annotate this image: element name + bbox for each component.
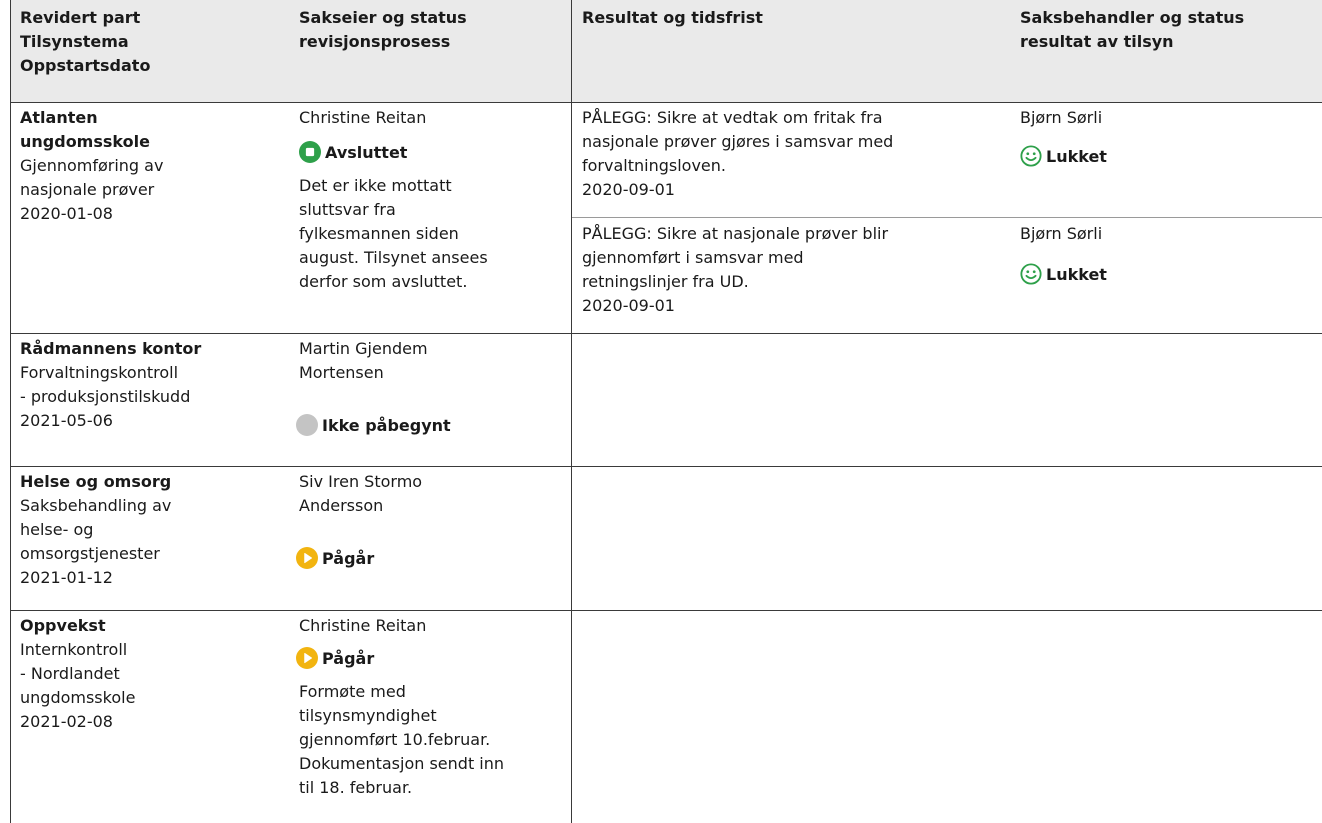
play-circle-icon	[296, 547, 318, 569]
deadline: 2020-09-01	[582, 180, 675, 199]
row-divider	[571, 217, 1322, 218]
result-status: Lukket	[1020, 141, 1107, 167]
result-status: Lukket	[1020, 259, 1107, 285]
status-note: Det er ikke mottatt sluttsvar fra fylkesmannen siden august. Tilsynet ansees derfor som avsluttet.	[299, 176, 488, 291]
row-divider	[10, 102, 1322, 103]
row-divider	[10, 466, 1322, 467]
owner-name: Christine Reitan	[299, 108, 427, 127]
status-badge: Pågår	[296, 643, 374, 669]
handler-name: Bjørn Sørli	[1020, 108, 1103, 127]
col-header-handler: Saksbehandler og status resultat av tilsyn	[1020, 8, 1245, 51]
row-divider	[10, 333, 1322, 334]
grey-circle-icon	[296, 414, 318, 436]
owner-name: Christine Reitan	[299, 616, 427, 635]
status-note: Formøte med tilsynsmyndighet gjennomført 10.februar. Dokumentasjon sendt inn til 18. februar.	[299, 682, 505, 797]
result-text: PÅLEGG: Sikre at nasjonale prøver blir gjennomført i samsvar med retningslinjer fra UD. 2020-09-01	[582, 222, 888, 318]
deadline: 2020-09-01	[582, 296, 675, 315]
table-row-part: Oppvekst Internkontroll - Nordlandet ungdomsskole 2021-02-08	[20, 616, 136, 731]
table-row-part: Rådmannens kontor Forvaltningskontroll - produksjonstilskudd 2021-05-06	[20, 339, 202, 430]
col-divider	[10, 0, 11, 823]
status-badge: Pågår	[296, 543, 374, 569]
status-badge: Avsluttet	[299, 137, 407, 163]
status-badge: Ikke påbegynt	[296, 410, 451, 436]
owner-name: Martin Gjendem Mortensen	[299, 339, 428, 382]
smiley-icon	[1020, 145, 1042, 167]
play-circle-icon	[296, 647, 318, 669]
table-row-part: Helse og omsorg Saksbehandling av helse- og omsorgstjenester 2021-01-12	[20, 472, 172, 587]
result-text: PÅLEGG: Sikre at vedtak om fritak fra nasjonale prøver gjøres i samsvar med forvaltningsloven. 2020-09-01	[582, 106, 893, 202]
col-header-owner: Sakseier og status revisjonsprosess	[299, 8, 467, 51]
smiley-icon	[1020, 263, 1042, 285]
stop-circle-icon	[299, 141, 321, 163]
col-divider	[571, 0, 572, 823]
col-header-part: Revidert part Tilsynstema Oppstartsdato	[20, 8, 151, 75]
row-divider	[10, 610, 1322, 611]
col-header-result: Resultat og tidsfrist	[582, 8, 763, 27]
owner-name: Siv Iren Stormo Andersson	[299, 472, 423, 515]
handler-name: Bjørn Sørli	[1020, 224, 1103, 243]
table-row-part: Atlanten ungdomsskole Gjennomføring av nasjonale prøver 2020-01-08	[20, 108, 164, 223]
